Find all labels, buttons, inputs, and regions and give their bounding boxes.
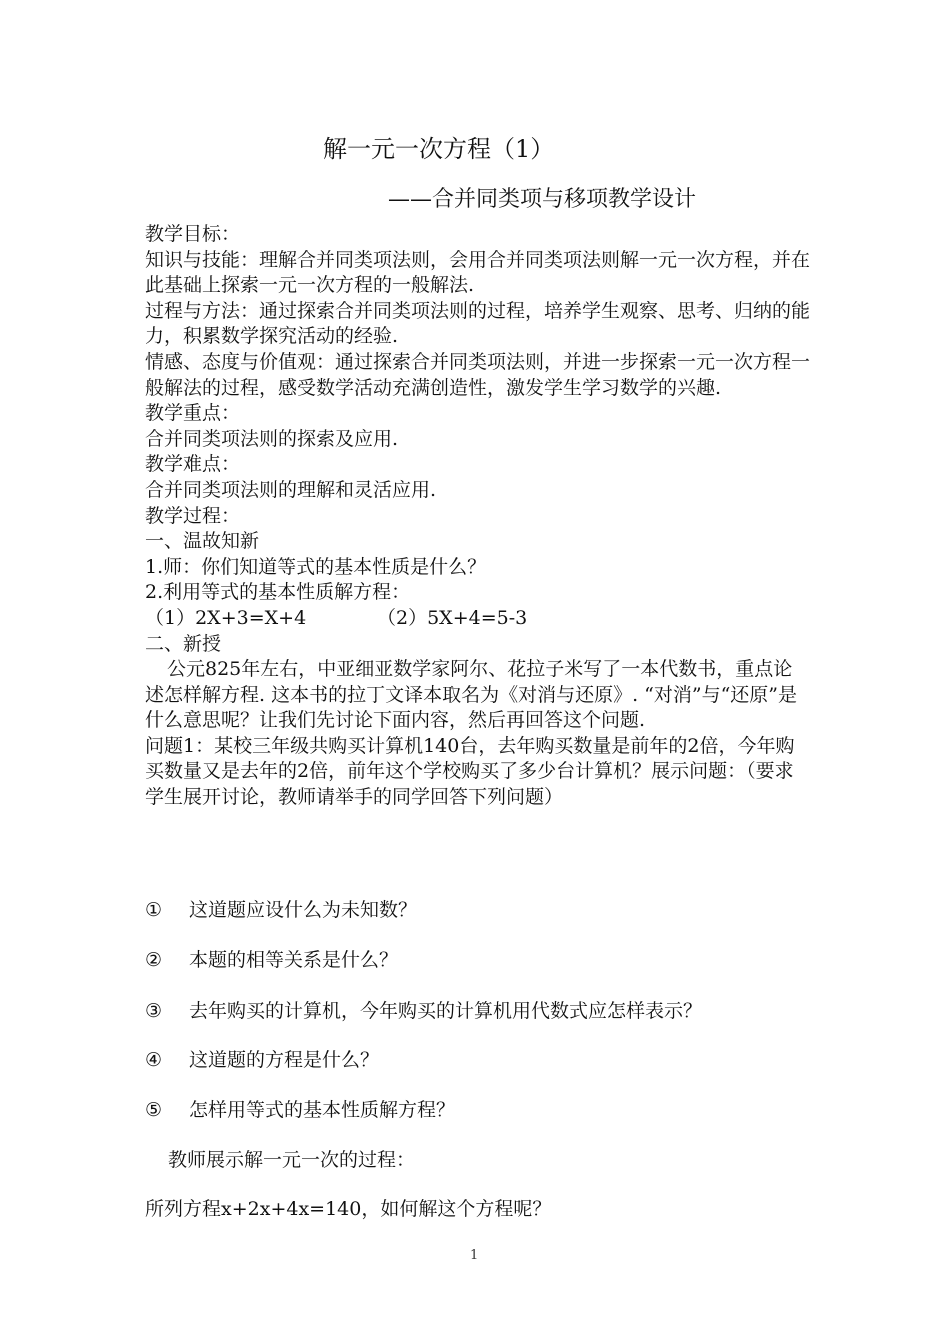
question-number: ② — [145, 949, 163, 971]
document-title: 解一元一次方程（1） — [323, 135, 555, 163]
question-text: 这道题的方程是什么？ — [189, 1049, 380, 1071]
equations-row — [145, 606, 810, 632]
paragraph-knowledge-skills: 知识与技能：理解合并同类项法则，会用合并同类项法则解一元一次方程，并在此基础上探索一元一次方程的一般解法. — [145, 248, 811, 297]
review-question-2: 2.利用等式的基本性质解方程： — [145, 581, 411, 604]
question-text: 本题的相等关系是什么？ — [189, 949, 399, 971]
paragraph-story: 公元825年左右，中亚细亚数学家阿尔、花拉子米写了一本代数书，重点论述怎样解方程. 这本书的拉丁文译本取名为《对消与还原》. “对消”与“还原”是什么意思呢？让我们先讨论下面内容，然后再回答这个问题. — [145, 658, 798, 732]
page-number: 1 — [470, 1248, 479, 1263]
question-item — [145, 895, 417, 922]
question-item — [145, 1095, 455, 1122]
paragraph-attitude-values: 情感、态度与价值观：通过探索合并同类项法则，并进一步探索一元一次方程一般解法的过程，感受数学活动充满创造性，激发学生学习数学的兴趣. — [145, 350, 811, 399]
heading-process: 教学过程： — [145, 504, 241, 527]
heading-review: 一、温故知新 — [145, 530, 260, 553]
question-item — [145, 945, 398, 972]
heading-new-lesson: 二、新授 — [145, 632, 222, 655]
teacher-demo-line: 教师展示解一元一次的过程： — [168, 1149, 416, 1171]
question-text: 怎样用等式的基本性质解方程？ — [189, 1099, 456, 1121]
paragraph-difficulties: 合并同类项法则的理解和灵活应用. — [145, 478, 437, 501]
paragraph-key-points: 合并同类项法则的探索及应用. — [145, 427, 399, 450]
question-number: ③ — [145, 1000, 163, 1022]
heading-difficulties: 教学难点： — [145, 453, 241, 476]
document-subtitle: ——合并同类项与移项教学设计 — [388, 187, 697, 212]
heading-objectives: 教学目标： — [145, 223, 241, 245]
question-text: 去年购买的计算机，今年购买的计算机用代数式应怎样表示？ — [189, 1000, 703, 1022]
question-number: ⑤ — [145, 1099, 163, 1121]
paragraph-problem-1: 问题1：某校三年级共购买计算机140台，去年购买数量是前年的2倍，今年购买数量又是去年的2倍，前年这个学校购买了多少台计算机？展示问题：（要求学生展开讨论，教师请举手的同学回答下列问题） — [145, 734, 795, 809]
document-body — [145, 222, 810, 811]
paragraph-process-method: 过程与方法：通过探索合并同类项法则的过程，培养学生观察、思考、归纳的能力，积累数学探究活动的经验. — [145, 299, 811, 348]
equation-2: （2）5X+4=5-3 — [377, 606, 528, 629]
question-item — [145, 996, 702, 1023]
question-number: ④ — [145, 1049, 163, 1071]
equation-1: （1）2X+3=X+4 — [145, 606, 307, 629]
equation-line: 所列方程x+2x+4x=140，如何解这个方程呢？ — [145, 1198, 552, 1220]
question-number: ① — [145, 899, 163, 921]
question-text: 这道题应设什么为未知数？ — [189, 899, 418, 921]
heading-key-points: 教学重点： — [145, 402, 241, 425]
review-question-1: 1.师：你们知道等式的基本性质是什么？ — [145, 555, 487, 578]
question-item — [145, 1045, 379, 1072]
